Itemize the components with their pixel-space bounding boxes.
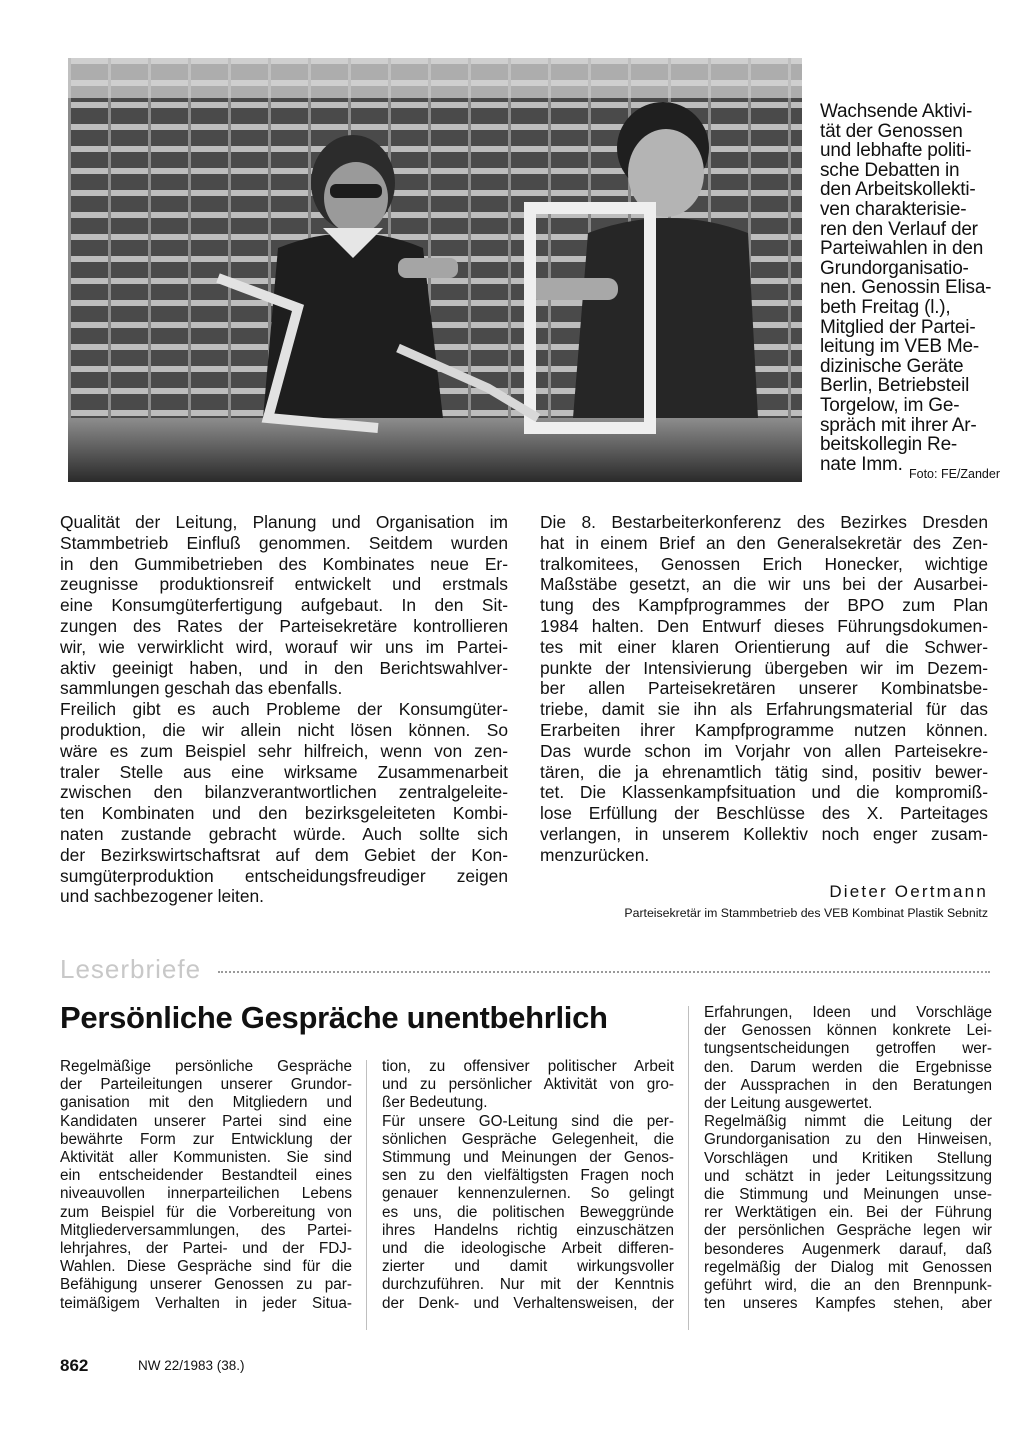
text-line: Erfahrungen, Ideen und Vorschläge (704, 1004, 992, 1021)
text-line: sönlichen Gespräche Gelegenheit, die (382, 1130, 674, 1148)
text-line: 1984 halten. Den Entwurf dieses Führungsdokumen- (540, 615, 988, 636)
text-line: Regelmäßig nimmt die Leitung der (704, 1113, 992, 1131)
text-line: besonderes Augenmerk darauf, daß (704, 1240, 992, 1258)
rubric-dotted-rule (218, 971, 990, 973)
text-line: Erarbeiten ihrer Kampfprogramme nutzen können. (540, 719, 988, 740)
caption-line: Wachsende Aktivi- (820, 101, 973, 122)
text-line: menzurücken. (540, 844, 650, 865)
text-line: Für unsere GO-Leitung sind die per- (382, 1112, 674, 1130)
text-line: Aktivität aller Kommunisten. Sie sind (60, 1149, 352, 1167)
caption-line: sche Debatten in (820, 159, 960, 181)
text-line: regelmäßig der Dialog mit Genossen (704, 1258, 992, 1276)
text-line: niveauvollen innerparteilichen Lebens (60, 1185, 352, 1203)
text-line: Vorschlägen und Kritiken Stellung (704, 1149, 992, 1167)
text-line: triebe, damit sie ihn als Erfahrungsmaterial für das (540, 699, 988, 720)
text-line: zwischen den bilanzverantwortlichen zentralgeleite- (60, 782, 508, 803)
caption-line: Parteiwahlen in den (820, 238, 984, 260)
text-line: Das wurde schon im Vorjahr von allen Parteisekre- (540, 740, 988, 761)
caption-line: Grundorganisatio- (820, 257, 969, 279)
text-line: Die 8. Bestarbeiterkonferenz des Bezirkes Dresden (540, 512, 988, 532)
text-line: tion, zu offensiver politischer Arbeit (382, 1058, 674, 1075)
text-line: die Stimmung und Meinungen unse- (704, 1186, 992, 1204)
text-line: genauer kennenzulernen. So gelingt (382, 1185, 674, 1203)
article-column-right (540, 512, 988, 866)
text-line: der Genossen können konkrete Lei- (704, 1022, 992, 1040)
text-line: Maßstäbe gesetzt, an die wir uns bei der Ausarbei- (540, 574, 988, 595)
text-line: sumgüterproduktion entscheidungsfreudiger zeigen (60, 865, 508, 886)
text-line: Stammbetrieb Einfluß genommen. Seitdem wurden (60, 532, 508, 553)
text-line: und die ideologische Arbeit differen- (382, 1240, 674, 1258)
text-line: in den Gummibetrieben des Kombinates neue Er- (60, 553, 508, 574)
text-line: naten zustande gebracht würde. Auch sollte sich (60, 823, 508, 844)
text-line: Regelmäßige persönliche Gespräche (60, 1058, 352, 1075)
text-line: ganisation mit den Mitgliedern und (60, 1094, 352, 1112)
text-line: und schätzt in jeder Leitungssitzung (704, 1167, 992, 1185)
text-line: lose Erfüllung der Beschlüsse des X. Parteitages (540, 803, 988, 824)
text-line: Kandidaten unserer Partei sind eine (60, 1112, 352, 1130)
text-line: zierter und damit wirkungsvoller (382, 1258, 674, 1276)
caption-line: beth Freitag (l.), (820, 296, 951, 318)
text-line: teimäßigem Verhalten in jeder Situa- (60, 1294, 352, 1312)
photo-credit: Foto: FE/Zander (908, 467, 1000, 481)
photo-caption (820, 102, 1000, 474)
text-line: Qualität der Leitung, Planung und Organisation im (60, 512, 508, 532)
text-line: tes mit einer klaren Orientierung auf die Schwer- (540, 636, 988, 657)
caption-line: dizinische Geräte (820, 355, 964, 377)
text-line: und zu persönlicher Aktivität von gro- (382, 1076, 674, 1094)
caption-line: leitung im VEB Me- (820, 336, 980, 358)
text-line: der Denk- und Verhaltensweisen, der (382, 1294, 674, 1312)
text-line: tralkomitees, Genossen Erich Honecker, wichtige (540, 553, 988, 574)
text-line: eine Konsumgüterfertigung aufgebaut. In den Sit- (60, 595, 508, 616)
text-line: rer Werktätigen ein. Bei der Führung (704, 1204, 992, 1222)
text-line: ten unseres Kampfes stehen, aber (704, 1295, 992, 1313)
page-number: 862 (60, 1356, 89, 1375)
text-line: geführt wird, die an den Brennpunk- (704, 1277, 992, 1295)
author-name: Dieter Oertmann (829, 882, 988, 901)
text-line: bewährte Form zur Entwicklung der (60, 1130, 352, 1148)
text-line: der Bezirkswirtschaftsrat auf dem Gebiet der Kon- (60, 844, 508, 865)
caption-line: beitskollegin Re- (820, 434, 958, 456)
text-line: aktiv geeinigt haben, und in den Berichtswahlver- (60, 657, 508, 678)
text-line: tungsentscheidungen getroffen wer- (704, 1040, 992, 1058)
text-line: der Parteileitungen unserer Grundor- (60, 1076, 352, 1094)
text-line: der Leitung ausgewertet. (704, 1095, 873, 1113)
text-line: ßer Bedeutung. (382, 1094, 488, 1112)
caption-line: nate Imm. (820, 453, 903, 475)
text-line: verlangen, in unserem Kollektiv noch enger zusam- (540, 823, 988, 844)
caption-line: Mitglied der Partei- (820, 316, 976, 338)
issue-reference: NW 22/1983 (38.) (138, 1358, 245, 1373)
text-line: ber allen Parteisekretären unserer Kombinatsbe- (540, 678, 988, 699)
text-line: und sachbezogener leiten. (60, 886, 265, 907)
text-line: tären, die ja ehrenamtlich tätig sind, positiv bewer- (540, 761, 988, 782)
text-line: sen zu den vielfältigsten Fragen noch (382, 1167, 674, 1185)
text-line: ihres Handelns richtig einzuschätzen (382, 1221, 674, 1239)
text-line: tung des Kampfprogrammes der BPO zum Plan (540, 595, 988, 616)
text-line: Stimmung und Meinungen der Genos- (382, 1149, 674, 1167)
rubric-label: Leserbriefe (60, 954, 202, 984)
text-line: Befähigung unserer Genossen zu par- (60, 1276, 352, 1294)
section-rubric (60, 954, 990, 982)
text-line: den. Darum werden die Ergebnisse (704, 1058, 992, 1076)
text-line: hat in einem Brief an den Generalsekretär des Zen- (540, 532, 988, 553)
caption-line: tät der Genossen (820, 120, 963, 142)
text-line: es uns, die politischen Beweggründe (382, 1203, 674, 1221)
caption-line: spräch mit ihrer Ar- (820, 414, 977, 436)
letter-column-3 (704, 1004, 992, 1313)
text-line: zungen des Rates der Parteisekretäre kontrollieren (60, 615, 508, 636)
text-line: Mitgliederversammlungen, des Partei- (60, 1221, 352, 1239)
text-line: wäre es zum Beispiel sehr hilfreich, wenn von zen- (60, 740, 508, 761)
text-line: zeugnisse produktionsreif entwickelt und erstmals (60, 574, 508, 595)
caption-line: den Arbeitskollekti- (820, 179, 976, 201)
letter-headline: Persönliche Gespräche unentbehrlich (60, 1000, 608, 1035)
author-role: Parteisekretär im Stammbetrieb des VEB Kombinat Plastik Sebnitz (624, 906, 988, 920)
caption-line: Torgelow, im Ge- (820, 394, 960, 416)
caption-line: ven charakterisie- (820, 198, 967, 220)
letter-column-1 (60, 1058, 352, 1313)
text-line: ein entscheidender Bestandteil eines (60, 1167, 352, 1185)
text-line: durchzuführen. Nur mit der Kenntnis (382, 1276, 674, 1294)
text-line: ten Kombinaten und den bezirksgeleiteten Kombi- (60, 803, 508, 824)
text-line: lehrjahres, der Partei- und der FDJ- (60, 1240, 352, 1258)
text-line: punkte der Intensivierung übergeben wir im Dezem- (540, 657, 988, 678)
column-divider (688, 1006, 689, 1330)
caption-line: ren den Verlauf der (820, 218, 978, 240)
article-column-left (60, 512, 508, 907)
photo-illustration (68, 58, 802, 482)
text-line: der Aussprachen in den Beratungen (704, 1076, 992, 1094)
column-divider (366, 1060, 367, 1330)
text-line: zum Beispiel für die Vorbereitung von (60, 1203, 352, 1221)
caption-line: Berlin, Betriebsteil (820, 375, 970, 397)
text-line: tet. Die Klassenkampfsituation und die kompromiß- (540, 782, 988, 803)
text-line: Freilich gibt es auch Probleme der Konsumgüter- (60, 699, 508, 720)
letter-column-2 (382, 1058, 674, 1313)
article-photo (68, 58, 802, 482)
text-line: Grundorganisation zu den Hinweisen, (704, 1131, 992, 1149)
text-line: sammlungen geschah das ebenfalls. (60, 678, 343, 699)
caption-line: nen. Genossin Elisa- (820, 277, 992, 299)
text-line: Wahlen. Diese Gespräche sind für die (60, 1258, 352, 1276)
caption-line: und lebhafte politi- (820, 140, 972, 162)
text-line: traler Stelle aus eine wirksame Zusammenarbeit (60, 761, 508, 782)
text-line: wir, wie verwirklicht wird, worauf wir uns im Partei- (60, 636, 508, 657)
text-line: produktion, die wir allein nicht lösen können. So (60, 719, 508, 740)
text-line: der persönlichen Gespräche legen wir (704, 1222, 992, 1240)
